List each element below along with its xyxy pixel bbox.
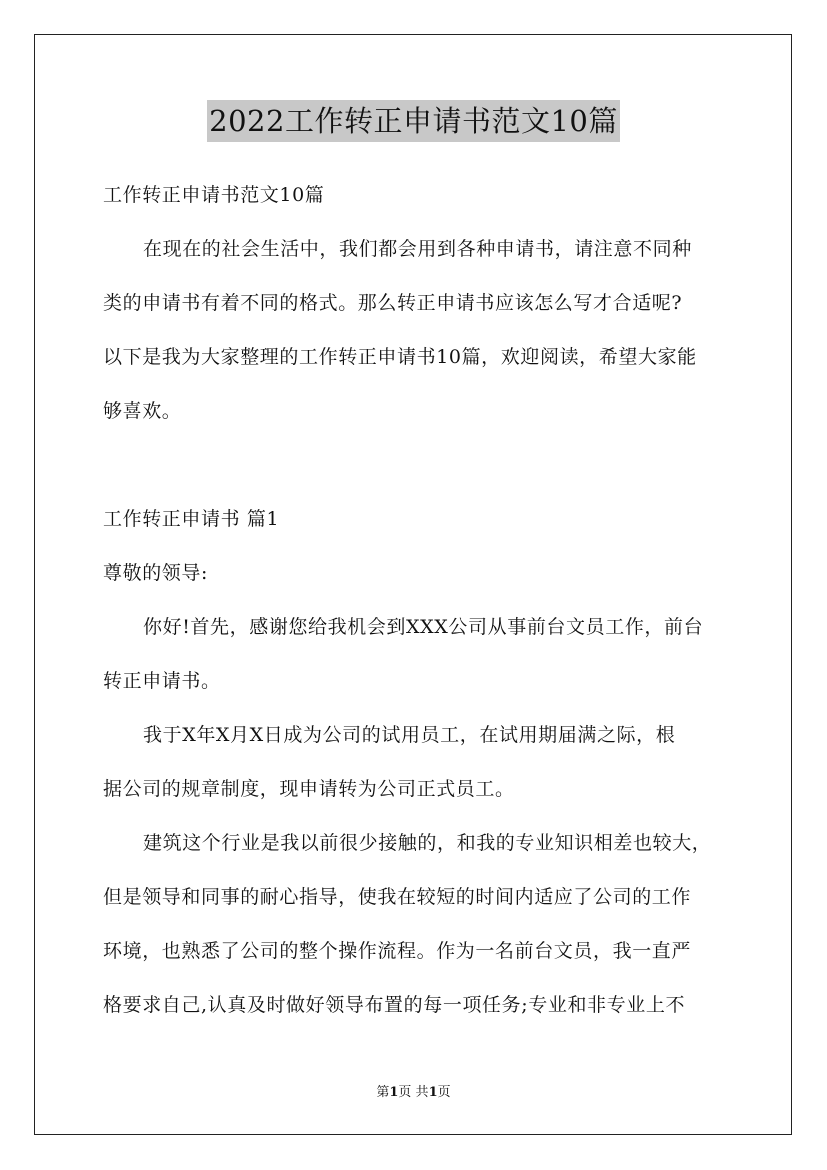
salutation: 尊敬的领导: (103, 562, 209, 584)
body-line-3: 我于X年X月X日成为公司的试用员工，在试用期届满之际，根 (143, 724, 676, 746)
body-line-6: 但是领导和同事的耐心指导，使我在较短的时间内适应了公司的工作 (103, 886, 692, 908)
title-container (0, 100, 827, 142)
footer-page-prefix: 第 (376, 1085, 390, 1100)
document-title: 2022工作转正申请书范文10篇 (207, 100, 620, 142)
footer-page-mid: 页 共 (398, 1085, 429, 1100)
body-line-2: 转正申请书。 (103, 670, 221, 692)
body-line-1: 你好!首先，感谢您给我机会到XXX公司从事前台文员工作，前台 (143, 616, 704, 638)
footer-page-current: 1 (389, 1085, 399, 1100)
intro-line-2: 类的申请书有着不同的格式。那么转正申请书应该怎么写才合适呢? (103, 292, 683, 314)
subtitle-line: 工作转正申请书范文10篇 (103, 184, 325, 206)
body-line-5: 建筑这个行业是我以前很少接触的，和我的专业知识相差也较大， (143, 832, 712, 854)
section-heading: 工作转正申请书 篇1 (103, 508, 280, 530)
intro-line-1: 在现在的社会生活中，我们都会用到各种申请书，请注意不同种 (143, 238, 692, 260)
body-line-7: 环境，也熟悉了公司的整个操作流程。作为一名前台文员，我一直严 (103, 940, 692, 962)
intro-line-4: 够喜欢。 (103, 400, 182, 422)
body-line-4: 据公司的规章制度，现申请转为公司正式员工。 (103, 778, 515, 800)
page-footer (0, 1084, 827, 1102)
footer-page-suffix: 页 (437, 1085, 451, 1100)
footer-page-total: 1 (428, 1085, 438, 1100)
intro-line-3: 以下是我为大家整理的工作转正申请书10篇，欢迎阅读，希望大家能 (103, 346, 697, 368)
body-line-8: 格要求自己,认真及时做好领导布置的每一项任务;专业和非专业上不 (103, 994, 686, 1016)
